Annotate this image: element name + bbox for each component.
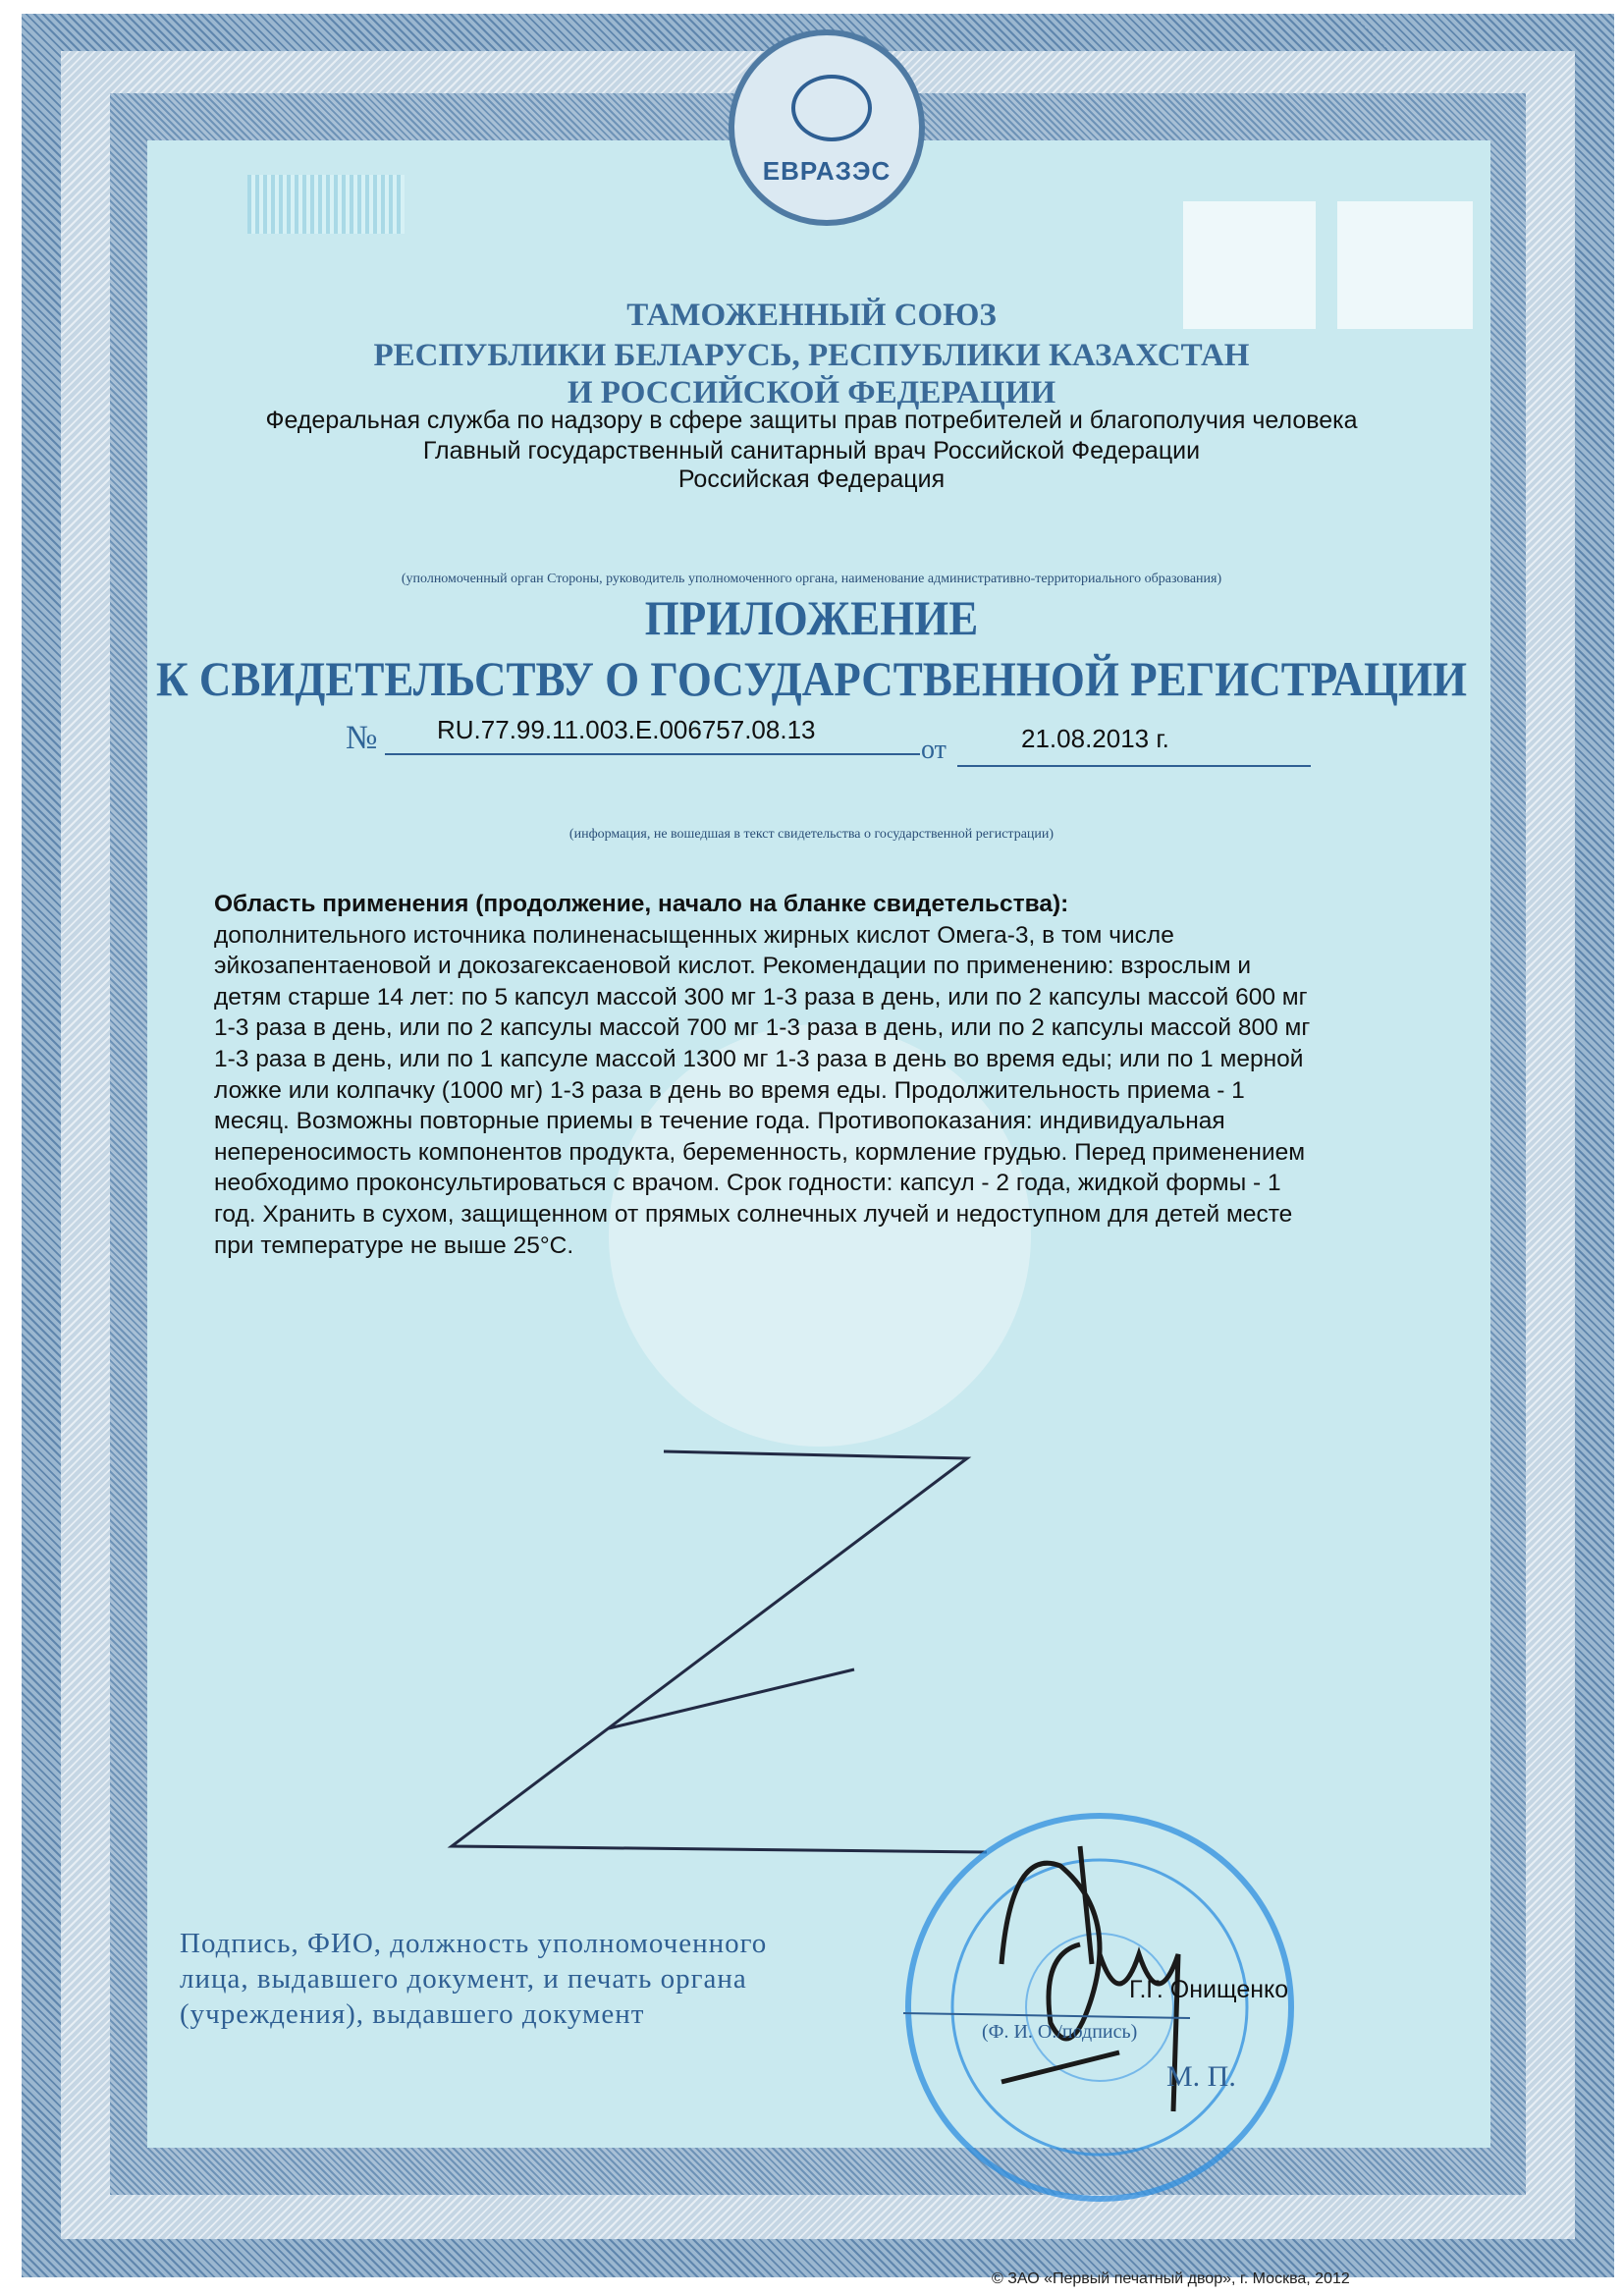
info-caption: (информация, не вошедшая в текст свидетельства о государственной регистрации): [568, 827, 1055, 842]
date-label: от: [921, 735, 947, 765]
signature-caption-2: лица, выдавшего документ, и печать органа: [180, 1963, 747, 1995]
header-line-2: РЕСПУБЛИКИ БЕЛАРУСЬ, РЕСПУБЛИКИ КАЗАХСТАН: [373, 338, 1250, 373]
fio-caption: (Ф. И. О./подпись): [982, 2021, 1138, 2043]
body-line: эйкозапентаеновой и докозагексаеновой кислот. Рекомендации по применению: взрослым и: [214, 953, 1252, 980]
emblem-label: ЕВРАЗЭС: [762, 156, 892, 186]
title-line-2: К СВИДЕТЕЛЬСТВУ О ГОСУДАРСТВЕННОЙ РЕГИСТРАЦИИ: [155, 651, 1467, 706]
title-line-1: ПРИЛОЖЕНИЕ: [644, 590, 979, 645]
body-line: необходимо проконсультироваться с врачом. Срок годности: капсул - 2 года, жидкой формы - 1: [214, 1170, 1281, 1197]
authority-caption: (уполномоченный орган Стороны, руководитель уполномоченного органа, наименование административно-территориального образования): [401, 572, 1222, 586]
body-line: при температуре не выше 25°С.: [214, 1231, 574, 1259]
seal-place: М. П.: [1166, 2060, 1236, 2093]
signer-name: Г.Г. Онищенко: [1129, 1976, 1289, 2003]
signature-caption-1: Подпись, ФИО, должность уполномоченного: [180, 1928, 768, 1959]
registration-date: 21.08.2013 г.: [1021, 724, 1169, 753]
body-line: месяц. Возможны повторные приемы в течение года. Противопоказания: индивидуальная: [214, 1108, 1225, 1135]
body-line: 1-3 раза в день, или по 2 капсулы массой 700 мг 1-3 раза в день, или по 2 капсулы массой 800 мг: [214, 1014, 1311, 1042]
scope-heading: Область применения (продолжение, начало на бланке свидетельства):: [214, 891, 1069, 917]
signature-line: [903, 2013, 1190, 2018]
number-label: №: [346, 720, 378, 756]
body-line: ложке или колпачку (1000 мг) 1-3 раза в день во время еды. Продолжительность приема - 1: [214, 1076, 1245, 1104]
official-seal: [908, 1816, 1291, 2199]
header-line-1: ТАМОЖЕННЫЙ СОЮЗ: [626, 298, 997, 333]
body-line: детям старше 14 лет: по 5 капсул массой 300 мг 1-3 раза в день, или по 2 капсулы массой 600 мг: [214, 983, 1308, 1011]
body-line: дополнительного источника полиненасыщенных жирных кислот Омега-3, в том числе: [214, 921, 1174, 949]
signature-caption-3: (учреждения), выдавшего документ: [180, 1998, 645, 2030]
authority-line-2: Главный государственный санитарный врач Российской Федерации: [422, 437, 1201, 465]
authority-line-1: Федеральная служба по надзору в сфере защиты прав потребителей и благополучия человека: [265, 407, 1358, 434]
body-line: 1-3 раза в день, или по 1 капсуле массой 1300 мг 1-3 раза в день во время еды; или по 1 мерной: [214, 1045, 1304, 1072]
header-line-3: И РОССИЙСКОЙ ФЕДЕРАЦИИ: [567, 375, 1056, 410]
body-line: год. Хранить в сухом, защищенном от прямых солнечных лучей и недоступном для детей месте: [214, 1200, 1293, 1228]
body-line: непереносимость компонентов продукта, беременность, кормление грудью. Перед применением: [214, 1138, 1306, 1166]
registration-number: RU.77.99.11.003.E.006757.08.13: [437, 715, 816, 744]
authority-line-3: Российская Федерация: [677, 465, 946, 493]
z-cancel-mark: [452, 1451, 987, 1852]
copyright: © ЗАО «Первый печатный двор», г. Москва, 2012: [992, 2270, 1350, 2287]
